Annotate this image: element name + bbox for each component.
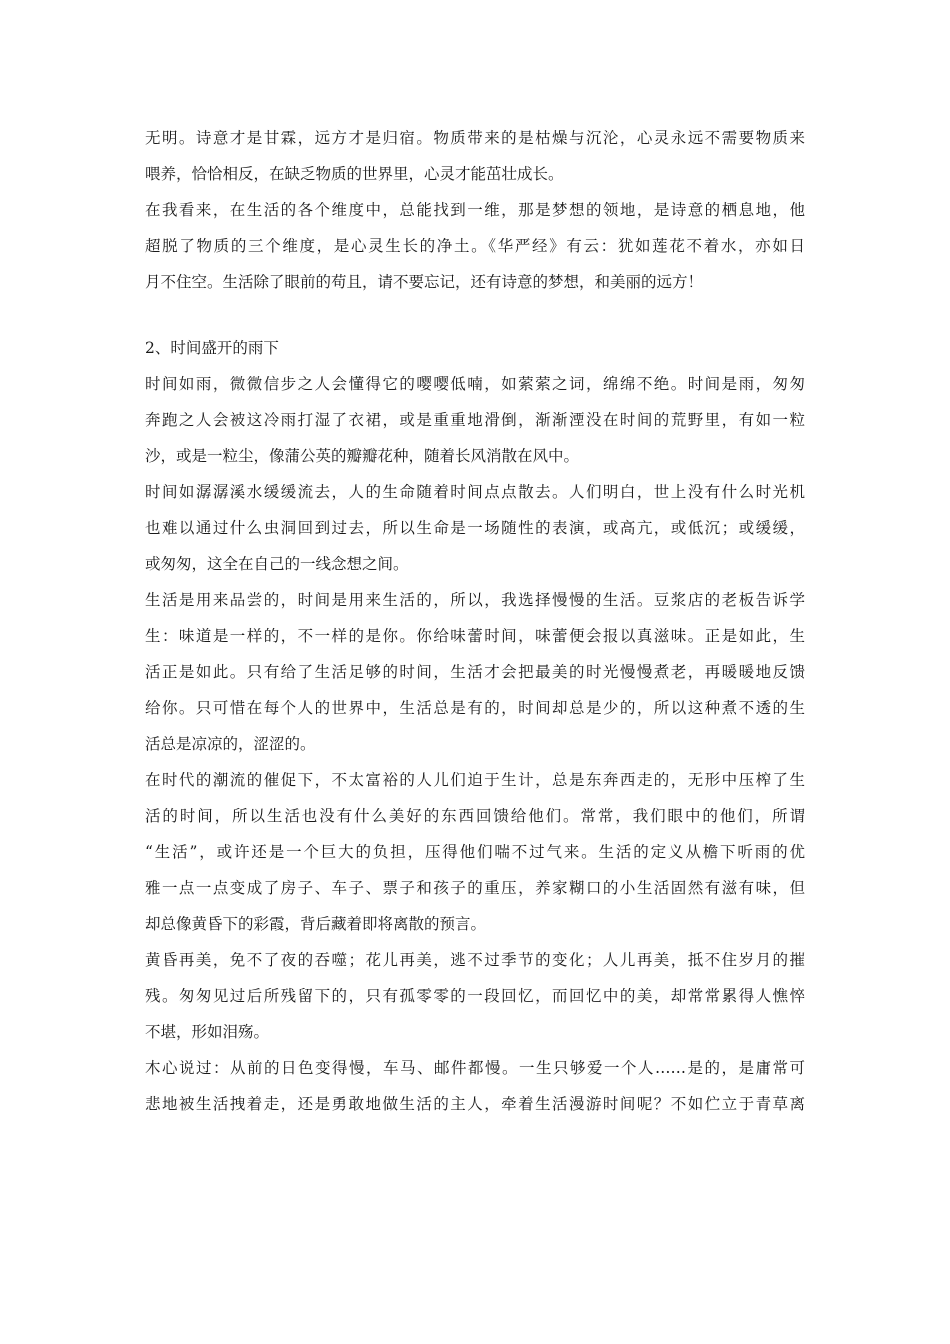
paragraph-poetry-end (145, 120, 805, 192)
text-line: 无明。诗意才是甘霖，远方才是归宿。物质带来的是枯燥与沉沦，心灵永远不需要物质来 (145, 129, 805, 147)
text-line: 雅一点一点变成了房子、车子、票子和孩子的重压，养家糊口的小生活固然有滋有味，但 (145, 879, 805, 897)
text-line: 木心说过：从前的日色变得慢，车马、邮件都慢。一生只够爱一个人……是的，是庸常可 (145, 1059, 805, 1077)
text-line: 却总像黄昏下的彩霞，背后藏着即将离散的预言。 (145, 915, 487, 933)
section-spacer (145, 300, 805, 330)
text-line: 生：味道是一样的，不一样的是你。你给味蕾时间，味蕾便会报以真滋味。正是如此，生 (145, 627, 805, 645)
text-line: 不堪，形如泪殇。 (145, 1023, 270, 1041)
text-line: 在我看来，在生活的各个维度中，总能找到一维，那是梦想的领地，是诗意的栖息地，他 (145, 201, 805, 219)
section-heading: 2、时间盛开的雨下 (145, 339, 279, 357)
paragraph-era-pressure (145, 762, 805, 942)
text-line: 黄昏再美，免不了夜的吞噬；花儿再美，逃不过季节的变化；人儿再美，抵不住岁月的摧 (145, 951, 805, 969)
text-line: 生活是用来品尝的，时间是用来生活的，所以，我选择慢慢的生活。豆浆店的老板告诉学 (145, 591, 805, 609)
text-line: 活总是凉凉的，涩涩的。 (145, 735, 316, 753)
text-line: 喂养，恰恰相反，在缺乏物质的世界里，心灵才能茁壮成长。 (145, 165, 564, 183)
paragraph-muxin-quote (145, 1050, 805, 1122)
text-line: 奔跑之人会被这冷雨打湿了衣裙，或是重重地滑倒，渐渐湮没在时间的荒野里，有如一粒 (145, 411, 805, 429)
document-page (145, 120, 805, 1122)
paragraph-dusk-beauty (145, 942, 805, 1050)
text-line: 悲地被生活拽着走，还是勇敢地做生活的主人，牵着生活漫游时间呢？不如伫立于青草离 (145, 1095, 805, 1113)
text-line: 在时代的潮流的催促下，不太富裕的人儿们迫于生计，总是东奔西走的，无形中压榨了生 (145, 771, 805, 789)
text-line: 残。匆匆见过后所残留下的，只有孤零零的一段回忆，而回忆中的美，却常常累得人憔悴 (145, 987, 805, 1005)
text-line: 沙，或是一粒尘，像蒲公英的瓣瓣花种，随着长风消散在风中。 (145, 447, 580, 465)
text-line: “生活”，或许还是一个巨大的负担，压得他们喘不过气来。生活的定义从檐下听雨的优 (145, 843, 805, 861)
text-line: 给你。只可惜在每个人的世界中，生活总是有的，时间却总是少的，所以这种煮不透的生 (145, 699, 805, 717)
text-line: 或匆匆，这全在自己的一线念想之间。 (145, 555, 409, 573)
text-line: 也难以通过什么虫洞回到过去，所以生命是一场随性的表演，或高亢，或低沉；或缓缓， (145, 519, 805, 537)
text-line: 超脱了物质的三个维度，是心灵生长的净土。《华严经》有云：犹如莲花不着水，亦如日 (145, 237, 805, 255)
text-line: 时间如潺潺溪水缓缓流去，人的生命随着时间点点散去。人们明白，世上没有什么时光机 (145, 483, 805, 501)
paragraph-time-rain (145, 366, 805, 474)
text-line: 月不住空。生活除了眼前的苟且，请不要忘记，还有诗意的梦想，和美丽的远方！ (145, 273, 704, 291)
text-line: 时间如雨，微微信步之人会懂得它的嘤嘤低喃，如萦萦之词，绵绵不绝。时间是雨，匆匆 (145, 375, 805, 393)
text-line: 活的时间，所以生活也没有什么美好的东西回馈给他们。常常，我们眼中的他们，所谓 (145, 807, 805, 825)
paragraph-taste-life (145, 582, 805, 762)
text-line: 活正是如此。只有给了生活足够的时间，生活才会把最美的时光慢慢煮老，再暖暖地反馈 (145, 663, 805, 681)
paragraph-time-stream (145, 474, 805, 582)
paragraph-dream-dimension (145, 192, 805, 300)
